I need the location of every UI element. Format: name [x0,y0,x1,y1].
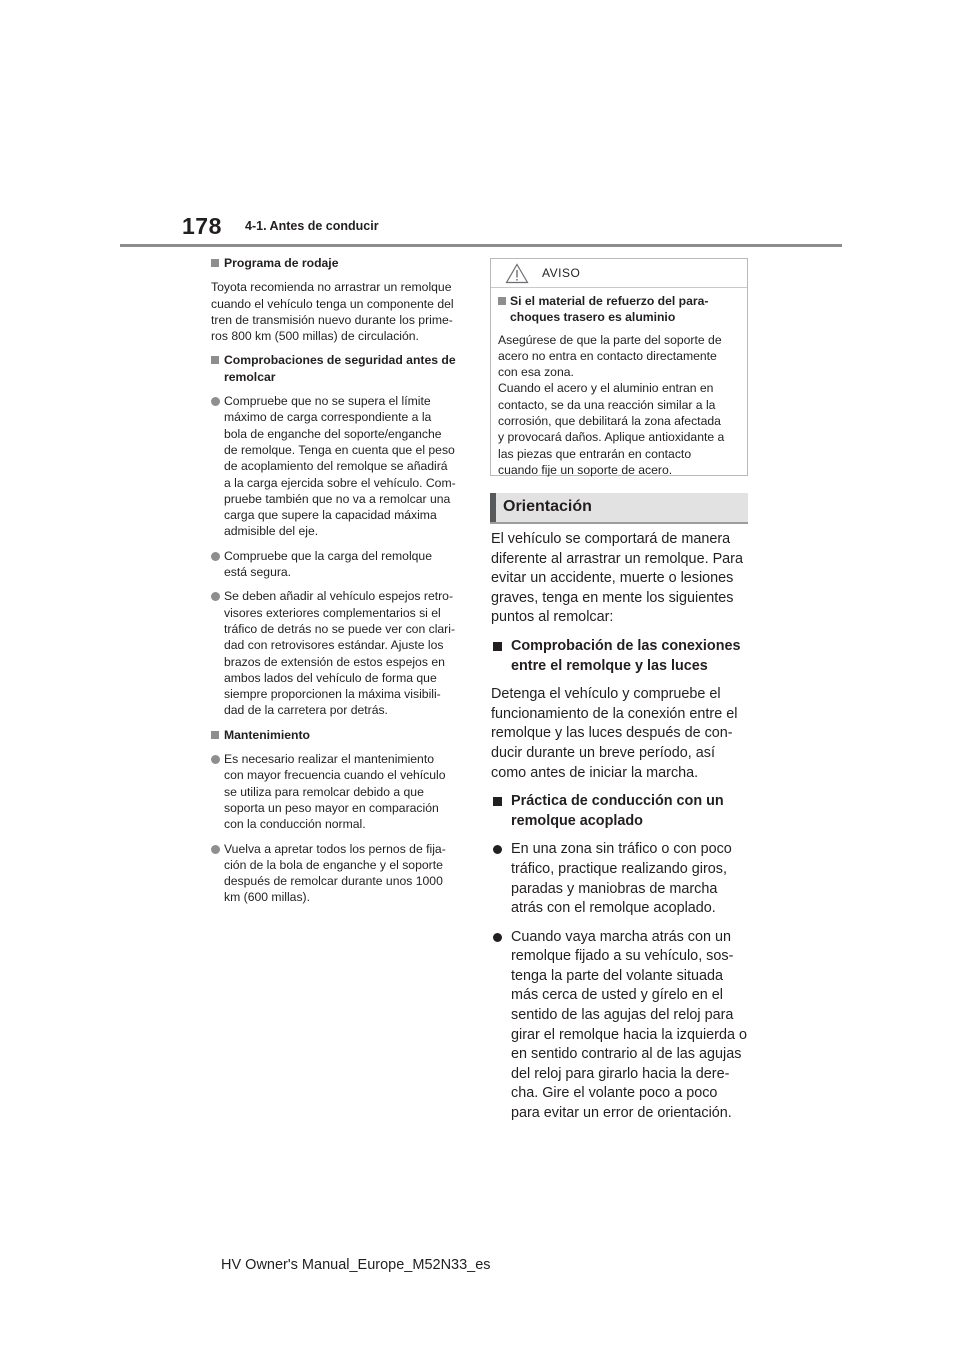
left-para [211,279,473,344]
right-heading [491,637,749,676]
warning-text [498,332,742,479]
warning-heading-line: choques trasero es aluminio [510,310,676,325]
warning-text-line: contacto, se da una reacción similar a la [498,397,716,412]
text-line: ducir durante un breve período, así [491,744,715,761]
right-heading [491,792,749,831]
text-line: brazos de extensión de estos espejos en [224,654,445,669]
warning-text-line: con esa zona. [498,365,574,380]
left-bullet [211,841,473,906]
text-line: graves, tenga en mente los siguientes [491,589,734,606]
round-bullet-icon [211,397,220,406]
text-line: diferente al arrastrar un remolque. Para [491,550,743,567]
text-line: después de remolcar durante unos 1000 [224,874,443,889]
text-line: girar el remolque hacia la izquierda o [511,1026,747,1043]
text-line: ros 800 km (500 millas) de circulación. [211,329,419,344]
left-bullet [211,393,473,540]
text-line: remolque acoplado [511,812,643,829]
text-line: Vuelva a apretar todos los pernos de fija- [224,841,446,856]
text-line: carga que supere la capacidad máxima [224,508,437,523]
square-bullet-icon [498,297,506,305]
right-bullet [491,928,749,1124]
text-line: tráfico de detrás no se puede ver con clari- [224,621,456,636]
square-bullet-icon [211,356,219,364]
square-bullet-icon [211,259,219,267]
text-line: con la conducción normal. [224,817,366,832]
warning-text-line: corrosión, que debilitará la zona afectada [498,414,721,429]
text-line: con mayor frecuencia cuando el vehículo [224,768,446,783]
orientation-title: Orientación [503,498,592,515]
text-line: de acoplamiento del remolque se añadirá [224,459,448,474]
text-line: de remolque. Tenga en cuenta que el peso [224,442,455,457]
footer-manual-id: HV Owner's Manual_Europe_M52N33_es [221,1257,491,1273]
text-line: visores exteriores complementarios si el [224,605,441,620]
right-column [491,530,749,1133]
text-line: puntos al remolcar: [491,609,614,626]
text-line: El vehículo se comportará de manera [491,531,731,547]
text-line: dad de la carretera por detrás. [224,703,388,718]
warning-title: AVISO [542,266,581,280]
text-line: Comprobación de las conexiones [511,637,741,654]
text-line: tenga la parte del volante situada [511,967,724,984]
text-line: Programa de rodaje [224,256,339,270]
text-line: máximo de carga correspondiente a la [224,410,432,425]
text-line: evitar un accidente, muerte o lesiones [491,570,734,587]
left-heading [211,727,473,743]
text-line: Comprobaciones de seguridad antes de [224,353,456,368]
left-heading [211,255,473,271]
section-title: 4-1. Antes de conducir [245,219,379,233]
text-line: ción de la bola de enganche y el soporte [224,857,443,872]
warning-heading [498,293,742,326]
left-bullet [211,588,473,718]
warning-body [498,293,742,478]
right-bullet [491,840,749,918]
text-line: sentido de las agujas del reloj para [511,1007,734,1024]
heading-accent [490,493,496,522]
text-line: Toyota recomienda no arrastrar un remolque [211,280,452,295]
text-line: más cerca de usted y gírelo en el [511,987,723,1004]
text-line: siempre proporcionen la máxima visibili- [224,687,441,702]
square-bullet-icon [493,797,502,806]
text-line: remolcar [224,369,276,384]
text-line: remolque y las luces después de con- [491,725,733,742]
text-line: funcionamiento de la conexión entre el [491,705,738,722]
text-line: Cuando vaya marcha atrás con un [511,928,731,945]
left-column [211,255,473,914]
round-bullet-icon [493,845,502,854]
right-para [491,685,749,783]
header-divider [120,244,842,247]
round-bullet-icon [211,552,220,561]
square-bullet-icon [493,642,502,651]
text-line: En una zona sin tráfico o con poco [511,841,732,858]
text-line: Es necesario realizar el mantenimiento [224,752,434,767]
page-number: 178 [182,213,222,239]
text-line: del reloj para girarlo hacia la dere- [511,1065,730,1082]
text-line: km (600 millas). [224,890,311,905]
text-line: tráfico, practique realizando giros, [511,860,727,877]
text-line: soporta un peso mayor en comparación [224,800,439,815]
orientation-heading-bar [490,493,748,524]
round-bullet-icon [211,755,220,764]
text-line: ambos lados del vehículo de forma que [224,670,437,685]
warning-text-line: y provocará daños. Aplique antioxidante a [498,430,725,445]
text-line: cha. Gire el volante poco a poco [511,1085,718,1102]
warning-text-line: Asegúrese de que la parte del soporte de [498,332,722,347]
round-bullet-icon [211,845,220,854]
text-line: Compruebe que la carga del remolque [224,548,432,563]
page-header [0,0,960,250]
text-line: Compruebe que no se supera el límite [224,394,431,409]
left-heading [211,352,473,385]
text-line: Se deben añadir al vehículo espejos retro- [224,589,453,604]
text-line: entre el remolque y las luces [511,657,708,674]
text-line: remolque fijado a su vehículo, sos- [511,948,734,965]
warning-box [490,258,748,476]
text-line: como antes de iniciar la marcha. [491,764,699,781]
warning-text-line: las piezas que entrarán en contacto [498,446,692,461]
text-line: Detenga el vehículo y compruebe el [491,686,721,703]
left-bullet [211,751,473,832]
warning-text-line: cuando fije un soporte de acero. [498,462,673,477]
text-line: Práctica de conducción con un [511,793,724,810]
text-line: para evitar un error de orientación. [511,1105,732,1122]
text-line: Mantenimiento [224,727,310,742]
text-line: bola de enganche del soporte/enganche [224,426,442,441]
text-line: en sentido contrario al de las agujas [511,1046,742,1063]
text-line: pruebe también que no va a remolcar una [224,491,451,506]
right-para [491,530,749,628]
round-bullet-icon [493,933,502,942]
square-bullet-icon [211,731,219,739]
round-bullet-icon [211,592,220,601]
warning-header [491,259,747,288]
text-line: a la carga ejercida sobre el vehículo. Com- [224,475,456,490]
warning-triangle-icon [505,263,529,284]
left-bullet [211,548,473,581]
text-line: tren de transmisión nuevo durante los prime- [211,312,453,327]
text-line: está segura. [224,565,292,580]
text-line: atrás con el remolque acoplado. [511,900,716,917]
warning-text-line: acero no entra en contacto directamente [498,348,717,363]
text-line: paradas y maniobras de marcha [511,880,718,897]
warning-text-line: Cuando el acero y el aluminio entran en [498,381,714,396]
warning-heading-line: Si el material de refuerzo del para- [510,294,709,308]
text-line: dad con retrovisores estándar. Ajuste los [224,638,444,653]
text-line: admisible del eje. [224,524,319,539]
text-line: cuando el vehículo tenga un componente del [211,296,454,311]
text-line: se utiliza para remolcar debido a que [224,784,424,799]
